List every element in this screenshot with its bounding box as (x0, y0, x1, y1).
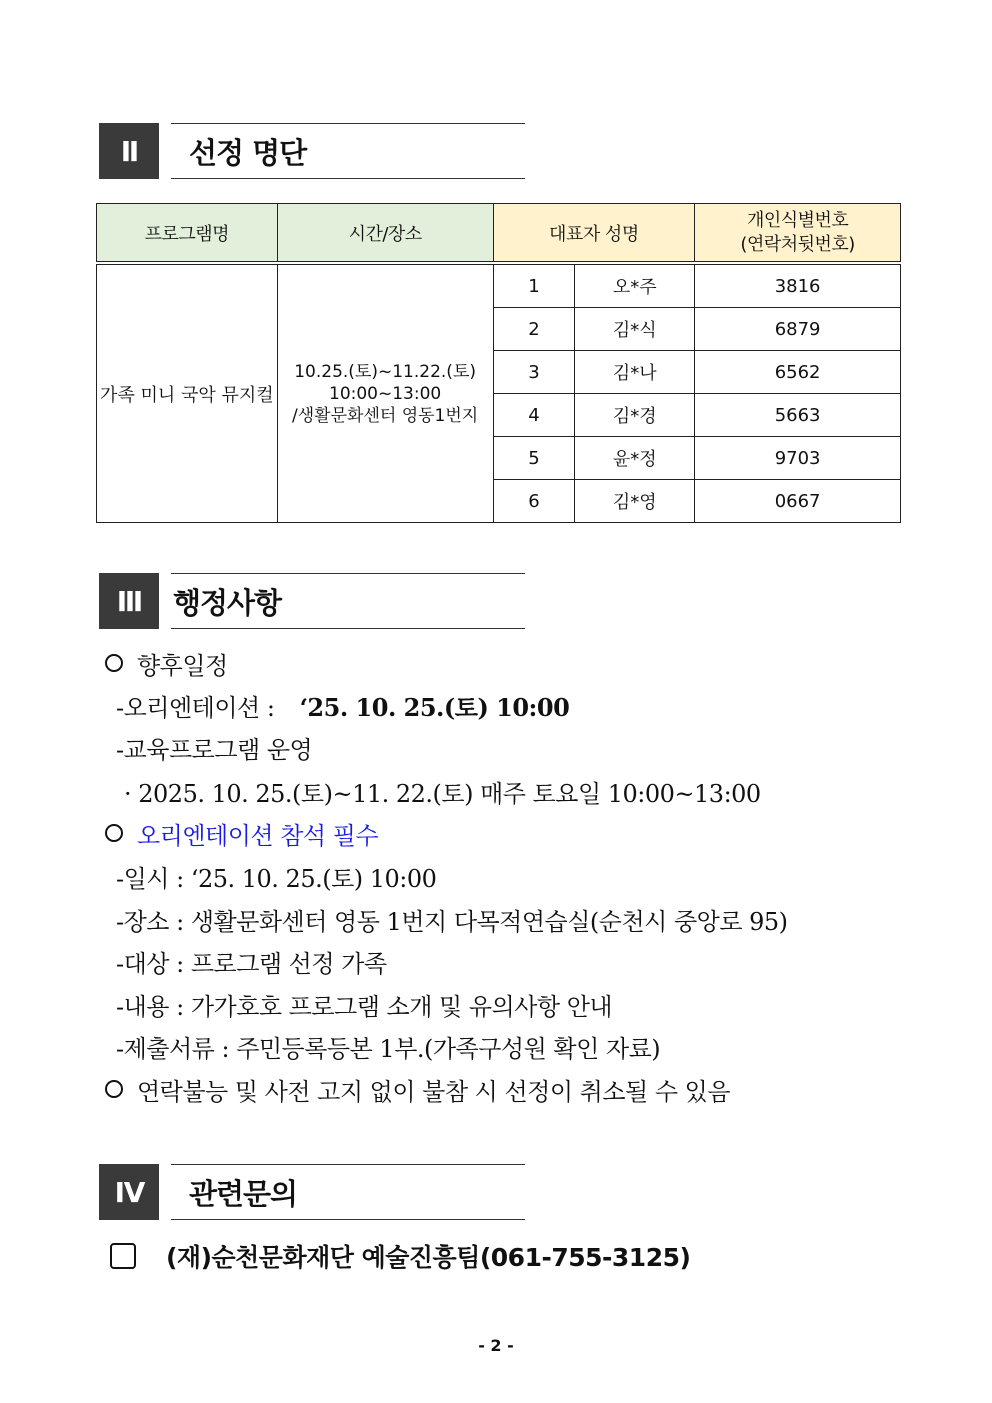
place-line: /생활문화센터 영동1번지 (292, 405, 479, 426)
schedule-heading (105, 646, 228, 681)
header-id: 개인식별번호 (연락처뒷번호) (695, 204, 901, 262)
header-time-place: 시간/장소 (277, 204, 493, 262)
edu-detail-line: · 2025. 10. 25.(토)~11. 22.(토) 매주 토요일 10:00~13:00 (124, 780, 761, 808)
time-line: 10:00~13:00 (329, 383, 442, 404)
table-row (97, 265, 901, 308)
section-title: 선정 명단 (189, 135, 307, 170)
notice-line (105, 1072, 730, 1107)
contact-text: (재)순천문화재단 예술진흥팀(061-755-3125) (166, 1243, 691, 1272)
rep-name: 김*식 (575, 308, 695, 351)
orientation-value: ‘25. 10. 25.(토) 10:00 (299, 693, 570, 722)
circle-bullet-icon (105, 1080, 123, 1098)
datetime-line: -일시 : ‘25. 10. 25.(토) 10:00 (116, 865, 437, 893)
id-number: 9703 (695, 437, 901, 480)
header-program: 프로그램명 (97, 204, 278, 262)
program-name: 가족 미니 국악 뮤지컬 (97, 265, 278, 523)
place-line: -장소 : 생활문화센터 영동 1번지 다목적연습실(순천시 중앙로 95) (116, 908, 788, 936)
id-number: 3816 (695, 265, 901, 308)
section-number: Ⅱ (99, 123, 159, 179)
circle-bullet-icon (105, 654, 123, 672)
table-header-row (97, 204, 901, 262)
rep-name: 오*주 (575, 265, 695, 308)
section-number: Ⅲ (99, 573, 159, 629)
section-3-header (99, 573, 525, 629)
rep-name: 김*경 (575, 394, 695, 437)
rep-name: 김*영 (575, 480, 695, 523)
id-number: 5663 (695, 394, 901, 437)
section-number: Ⅳ (99, 1164, 159, 1220)
row-number: 4 (493, 394, 575, 437)
row-number: 1 (493, 265, 575, 308)
orientation-line (116, 688, 569, 723)
notice-text: 연락불능 및 사전 고지 없이 불참 시 선정이 취소될 수 있음 (137, 1078, 731, 1106)
row-number: 6 (493, 480, 575, 523)
schedule-title: 향후일정 (137, 652, 228, 680)
divider (171, 178, 525, 179)
required-heading (105, 816, 378, 851)
id-number: 0667 (695, 480, 901, 523)
time-place (277, 265, 493, 523)
row-number: 2 (493, 308, 575, 351)
row-number: 3 (493, 351, 575, 394)
time-line: 10.25.(토)~11.22.(토) (294, 361, 476, 382)
required-title: 오리엔테이션 참석 필수 (137, 822, 379, 850)
row-number: 5 (493, 437, 575, 480)
divider (171, 1219, 525, 1220)
documents-line: -제출서류 : 주민등록등본 1부.(가족구성원 확인 자료) (116, 1035, 661, 1063)
header-representative: 대표자 성명 (493, 204, 695, 262)
section-title: 관련문의 (189, 1176, 298, 1211)
orientation-label: -오리엔테이션 : (116, 694, 275, 722)
content-line: -내용 : 가가호호 프로그램 소개 및 유의사항 안내 (116, 993, 613, 1021)
checkbox-icon (110, 1243, 136, 1269)
selection-table (96, 203, 901, 523)
target-line: -대상 : 프로그램 선정 가족 (116, 950, 387, 978)
section-title: 행정사항 (173, 585, 282, 620)
id-number: 6562 (695, 351, 901, 394)
edu-program-line: -교육프로그램 운영 (116, 736, 313, 764)
rep-name: 윤*정 (575, 437, 695, 480)
id-number: 6879 (695, 308, 901, 351)
section-4-header (99, 1164, 525, 1220)
section-2-header (99, 123, 525, 179)
contact-line (110, 1238, 690, 1274)
divider (171, 628, 525, 629)
circle-bullet-icon (105, 824, 123, 842)
page-number: - 2 - (478, 1336, 514, 1355)
rep-name: 김*나 (575, 351, 695, 394)
